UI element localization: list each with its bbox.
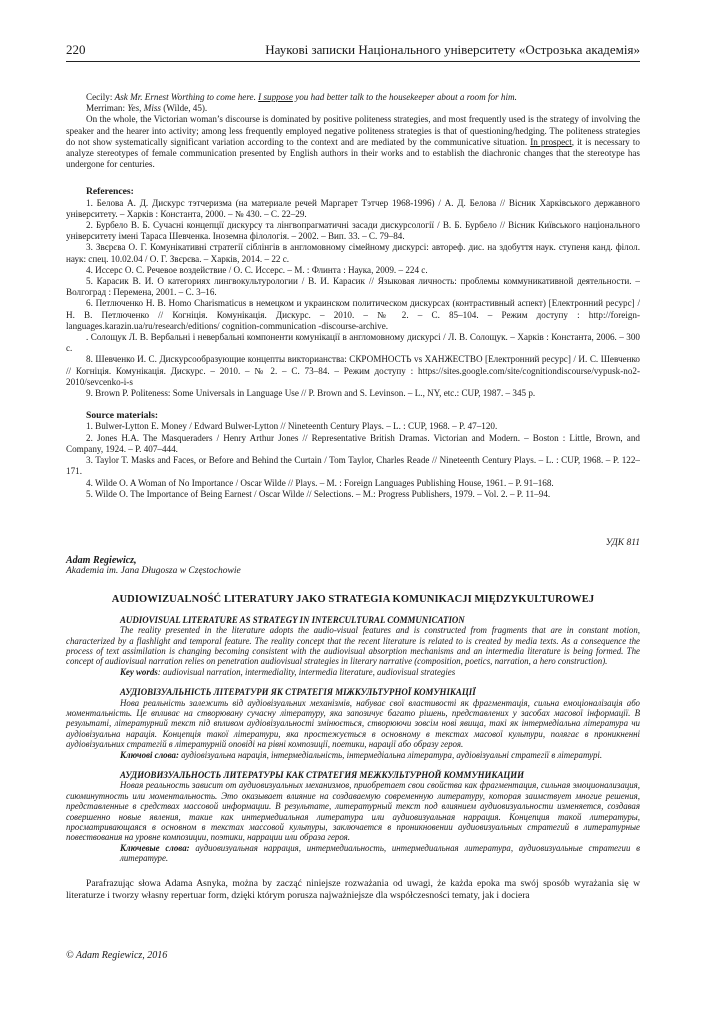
speaker-merriman: Merriman:	[86, 103, 126, 114]
reference-item: 8. Шевченко И. С. Дискурсообразующие концепты викторианства: СКРОМНОСТЬ vs ХАНЖЕСТВО [Електронний ресурс] / И. С. Шевченко // Когніція. Комунікація. Дискурс. – 2010. – № 2. – С. 73–84. – Режим доступу : https://sites.google.com/site/cognitiondiscourse/vypusk-no2-2010/sevcenko-i-s	[66, 354, 640, 387]
page	[66, 42, 640, 902]
source-item: 5. Wilde O. The Importance of Being Earnest / Oscar Wilde // Selections. – M.: Progress Publishers, 1979. – Vol. 2. – P. 11–94.	[86, 488, 551, 499]
running-header	[66, 42, 640, 62]
journal-title: Наукові записки Національного університету «Острозька академія»	[265, 42, 640, 57]
conclusion-underlined: In prospect	[530, 136, 572, 147]
dialogue-merriman	[66, 103, 640, 114]
abstract-text: The reality presented in the literature adopts the audio-visual features and is constructed from fragments that are in constant motion, characterized by a flashlight and temporal feature. The reality concept that the recent literature is related to is created by media texts. As a consequence the process of text assimilation is changing becoming consistent with the audiovisual absorption mechanisms and an intermedia literature is being formed. The concept of audiovisual narration relies on penetration audiovisual strategies in literary narrative (composition, poetics, narration, a hero construction).	[66, 625, 640, 667]
copyright-footer: © Adam Regiewicz, 2016	[66, 950, 168, 961]
reference-item: 5. Карасик В. И. О категориях лингвокультурологии / В. И. Карасик // Языковая личность: проблемы коммуникативной деятельности. – Волгоград : Перемена, 2001. – С. 3–16.	[66, 276, 640, 298]
conclusion-paragraph	[66, 114, 640, 170]
reference-item: 9. Brown P. Politeness: Some Universals in Language Use // P. Brown and S. Levinson. – L., NY, etc.: CUP, 1987. – 345 p.	[86, 388, 536, 399]
abstract-keywords	[120, 843, 640, 864]
cecily-underlined: I suppose	[258, 92, 293, 102]
reference-item: 6. Петлюченко Н. В. Homo Charismaticus в немецком и украинском политическом дискурсах (контрастивный аспект) [Електронний ресурс] / Н. В. Петлюченко // Когніція. Комунікація. Дискурс. – 2010. – № 2. – С. 85–104. – Режим доступу : http://foreign-languages.karazin.ua/ru/research/editions/ cognition-communication -discourse-archive.	[66, 298, 640, 331]
abstract-ru	[66, 770, 640, 864]
abstract-text: Новая реальность зависит от аудиовизуальных механизмов, приобретает свои свойства как фрагментация, сильная эмоционализация, сиюминутность или моментальность. Это оказывает влияние на создаваемую современную литературу, которая заимствует многие решения, представленные в средствах массовой информации. В результате, литературный текст под влиянием аудиовизуальности изменяется, создавая совершенно новые явления, такие как интермедиальная литература или аудиовизуальная наррация. Концепция такой литературы, просматривающаяся в основном в текстах массовой культуры, заключается в проникновении аудиовизуальных стратегий в литературные повествования на уровне композиции, поэтики, наррации или образа героя.	[66, 780, 640, 843]
page-number: 220	[66, 42, 86, 57]
abstract-title: АУДИОВИЗУАЛЬНОСТЬ ЛИТЕРАТУРЫ КАК СТРАТЕГИЯ МЕЖКУЛЬТУРНОЙ КОММУНИКАЦИИ	[120, 770, 525, 780]
cecily-line-b: you had better talk to the housekeeper about a room for him.	[295, 92, 517, 102]
dialogue-cecily	[66, 92, 640, 103]
keywords-text: : audiovisual narration, intermediality, intermedia literature, audiovisual strategies	[157, 666, 456, 677]
merriman-cite: (Wilde, 45).	[163, 103, 208, 114]
udk-code: УДК 811	[605, 537, 640, 548]
sources-section	[66, 410, 640, 500]
source-item: 2. Jones H.A. The Masqueraders / Henry Arthur Jones // Representative British Dramas. Victorian and Modern. – Boston : Little, Brown, and Company, 1924. – P. 407–444.	[66, 432, 640, 454]
abstract-uk	[66, 687, 640, 760]
intro-paragraph: Parafrazując słowa Adama Asnyka, można by zacząć niniejsze rozważania od uwagi, że każda epoka ma swój sposób wyrażania się w literaturze i tworzy własny repertuar form, dzięki którym porusza najważniejsze dla współczesności tematy, jak i dociera	[66, 877, 640, 901]
source-item: 3. Taylor T. Masks and Faces, or Before and Behind the Curtain / Tom Taylor, Charles Reade // Nineteenth Century Plays. – L. : CUP, 1968. – P. 122–171.	[66, 455, 640, 477]
source-item: 1. Bulwer-Lytton E. Money / Edward Bulwer-Lytton // Nineteenth Century Plays. – L. : CUP, 1968. – P. 47–120.	[86, 421, 498, 432]
keywords-label: Ключевые слова:	[120, 842, 190, 853]
sources-heading: Source materials:	[86, 410, 159, 422]
reference-item: 3. Звєрєва О. Г. Комунікативні стратегії сіблінгів в англомовному сімейному дискурсі: автореф. дис. на здобуття наук. ступеня канд. філол. наук: спец. 10.02.04 / О. Г. Звєрєва. – Харків, 2014. – 22 с.	[66, 242, 640, 264]
references-heading: References:	[86, 186, 134, 198]
body-text	[66, 92, 640, 902]
reference-item: 2. Бурбело В. Б. Сучасні концепції дискурсу та лінгвопрагматичні засади дискурсології / В. Б. Бурбело // Вісник Київського національного університету імені Тараса Шевченка. Іноземна філологія. – 2002. – Вип. 33. – С. 79–84.	[66, 220, 640, 242]
keywords-label: Ключові слова:	[120, 749, 179, 760]
abstract-title: AUDIOVISUAL LITERATURE AS STRATEGY IN INTERCULTURAL COMMUNICATION	[120, 614, 465, 625]
conclusion-text-b: , it is necessary to analyze stereotypes of female communication presented by English authors in their works and to establish the diachronic changes that the stereotype has undergone for centuries.	[66, 136, 640, 170]
source-item: 4. Wilde O. A Woman of No Importance / Oscar Wilde // Plays. – M. : Foreign Languages Publishing House, 1961. – P. 91–168.	[86, 477, 554, 488]
keywords-text: аудіовізуальна нарація, інтермедіальність, інтермедіальна література, аудіовізуальні стратегії в літературі.	[178, 749, 603, 760]
reference-item: . Солощук Л. В. Вербальні і невербальні компоненти комунікації в англомовному дискурсі / Л. В. Солощук. – Харків : Константа, 2006. – 300 с.	[66, 332, 640, 354]
abstract-title: АУДІОВІЗУАЛЬНІСТЬ ЛІТЕРАТУРИ ЯК СТРАТЕГІЯ МІЖКУЛЬТУРНОЇ КОМУНІКАЦІЇ	[120, 687, 476, 698]
references-section	[66, 186, 640, 399]
cecily-line-a: Ask Mr. Ernest Worthing to come here.	[114, 92, 256, 102]
reference-item: 4. Иссерс О. С. Речевое воздействие / О. С. Иссерс. – М. : Флинта : Наука, 2009. – 224 с.	[86, 264, 428, 275]
keywords-label: Key words	[120, 666, 158, 677]
merriman-line: Yes, Miss	[127, 103, 161, 114]
author-affiliation: Akademia im. Jana Długosza w Częstochowie	[66, 566, 241, 577]
reference-item: 1. Белова А. Д. Дискурс тэтчеризма (на материале речей Маргарет Тэтчер 1968-1996) / А. Д. Белова // Вісник Харківського державного університету. – Харків : Константа, 2000. – № 430. – С. 22–29.	[66, 197, 640, 219]
article-title: AUDIOWIZUALNOŚĆ LITERATURY JAKO STRATEGIA KOMUNIKACJI MIĘDZYKULTUROWEJ	[111, 593, 595, 605]
abstract-text: Нова реальність залежить від аудіовізуальних механізмів, набуває свої властивості як фрагментація, сильна емоціоналізація або моментальність. Це впливає на створювану сучасну літературу, яка запозичує багато рішень, представлених у засобах масової інформації. В результаті, літературний текст під впливом аудіовізуальності змінюється, створюючи зовсім нові явища, такі як інтермедіальна література чи аудіовізуальна нарація. Концепція такої літератури, яка простежується в основному в текстах масової культури, полягає в проникненні аудіовізуальних стратегій в літературній оповіді на рівні композиції, поетики, нарації або образу героя.	[66, 697, 640, 750]
speaker-cecily: Cecily:	[86, 92, 113, 102]
conclusion-text-a: On the whole, the Victorian woman’s discourse is dominated by positive politeness strategies, and most frequently used is the strategy of involving the speaker and the hearer into activity; among less frequently employed negative politeness strategies is that of questioning/hedging. The politeness strategies do not show systematically significant variation according to the context and are mediated by the communicative situation.	[66, 114, 640, 147]
abstract-keywords	[120, 750, 640, 760]
abstract-en	[66, 615, 640, 677]
abstract-keywords	[120, 667, 640, 677]
article-author: Adam Regiewicz,	[66, 555, 137, 567]
keywords-text: аудиовизуальная наррация, интермедиальность, интермедиальная литература, аудиовизуальные стратегии в литературе.	[120, 842, 641, 864]
